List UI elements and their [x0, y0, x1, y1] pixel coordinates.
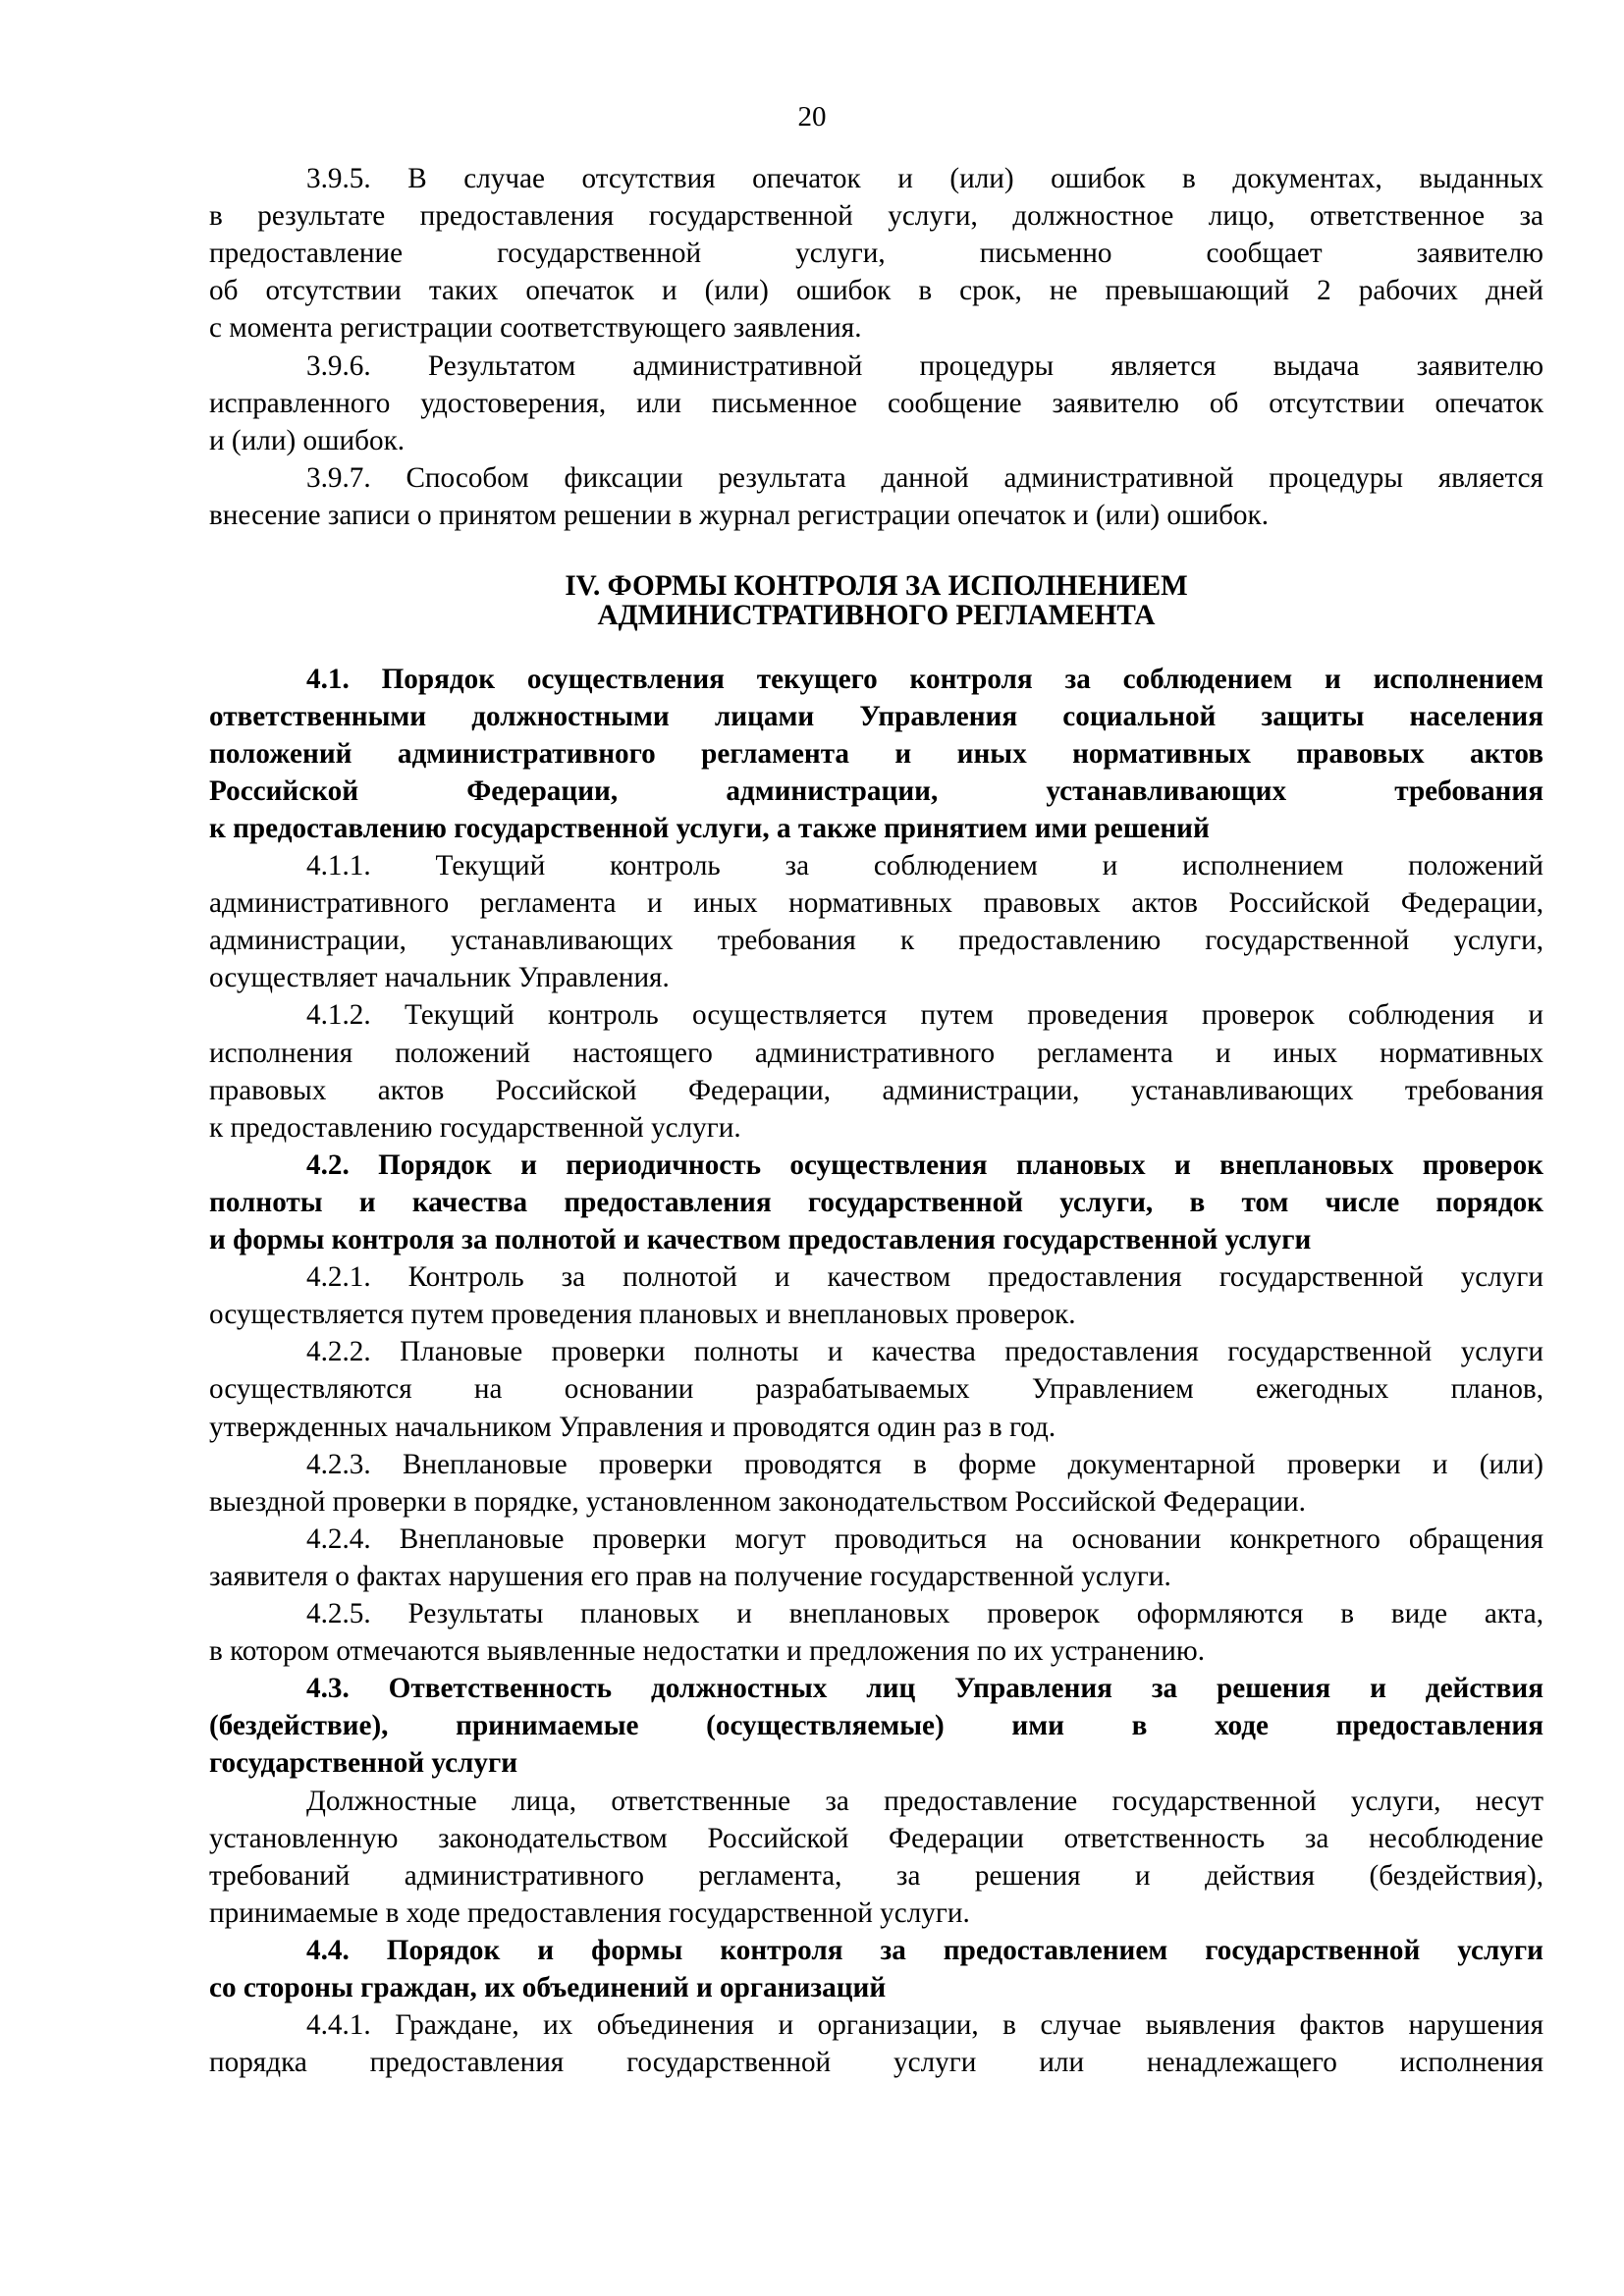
subheading-first-line: 4.3. Ответственность должностных лиц Управления за решения и действия [306, 1673, 1543, 1704]
paragraph-first-line: 3.9.6. Результатом административной процедуры является выдача заявителю [306, 350, 1543, 382]
paragraph-last-line: принимаемые в ходе предоставления государственной услуги. [209, 1897, 970, 1929]
paragraph-first-line: 4.2.5. Результаты плановых и внеплановых проверок оформляются в виде акта, [306, 1598, 1543, 1629]
subheading-line: ответственными должностными лицами Управления социальной защиты населения [209, 701, 1543, 732]
paragraph-last-line: в котором отмечаются выявленные недостатки и предложения по их устранению. [209, 1635, 1205, 1667]
paragraph-last-line: заявителя о фактах нарушения его прав на получение государственной услуги. [209, 1561, 1171, 1592]
paragraph-line: исправленного удостоверения, или письменное сообщение заявителю об отсутствии опечаток [209, 388, 1543, 419]
subheading-line: полноты и качества предоставления государственной услуги, в том числе порядок [209, 1187, 1543, 1218]
subheading-last-line: государственной услуги [209, 1747, 518, 1779]
paragraph-line: правовых актов Российской Федерации, администрации, устанавливающих требования [209, 1075, 1543, 1106]
paragraph-first-line: Должностные лица, ответственные за предоставление государственной услуги, несут [306, 1786, 1543, 1817]
subheading-first-line: 4.1. Порядок осуществления текущего контроля за соблюдением и исполнением [306, 664, 1543, 695]
subheading-first-line: 4.4. Порядок и формы контроля за предоставлением государственной услуги [306, 1935, 1543, 1966]
paragraph-first-line: 4.1.1. Текущий контроль за соблюдением и исполнением положений [306, 850, 1543, 881]
paragraph-first-line: 4.2.4. Внеплановые проверки могут проводиться на основании конкретного обращения [306, 1523, 1543, 1555]
paragraph-line: административного регламента и иных нормативных правовых актов Российской Федерации, [209, 887, 1543, 919]
subheading-first-line: 4.2. Порядок и периодичность осуществления плановых и внеплановых проверок [306, 1149, 1543, 1181]
subheading-line: положений административного регламента и иных нормативных правовых актов [209, 738, 1543, 770]
paragraph-line: исполнения положений настоящего административного регламента и иных нормативных [209, 1038, 1543, 1069]
paragraph-first-line: 3.9.5. В случае отсутствия опечаток и (или) ошибок в документах, выданных [306, 163, 1543, 194]
paragraph-first-line: 4.2.2. Плановые проверки полноты и качества предоставления государственной услуги [306, 1336, 1543, 1367]
paragraph-line: предоставление государственной услуги, письменно сообщает заявителю [209, 238, 1543, 269]
paragraph-line: порядка предоставления государственной услуги или ненадлежащего исполнения [209, 2047, 1543, 2078]
page-number: 20 [797, 101, 827, 133]
paragraph-first-line: 4.4.1. Граждане, их объединения и организации, в случае выявления фактов нарушения [306, 2009, 1543, 2041]
section-heading-line: IV. ФОРМЫ КОНТРОЛЯ ЗА ИСПОЛНЕНИЕМ [565, 570, 1188, 602]
paragraph-line: в результате предоставления государственной услуги, должностное лицо, ответственное за [209, 200, 1543, 232]
paragraph-line: об отсутствии таких опечаток и (или) ошибок в срок, не превышающий 2 рабочих дней [209, 275, 1543, 306]
paragraph-last-line: к предоставлению государственной услуги. [209, 1112, 741, 1144]
paragraph-last-line: выездной проверки в порядке, установленном законодательством Российской Федерации. [209, 1486, 1306, 1518]
paragraph-first-line: 4.2.1. Контроль за полнотой и качеством предоставления государственной услуги [306, 1261, 1543, 1293]
paragraph-last-line: и (или) ошибок. [209, 425, 406, 456]
subheading-line: (бездействие), принимаемые (осуществляемые) ими в ходе предоставления [209, 1710, 1543, 1741]
paragraph-line: требований административного регламента, за решения и действия (бездействия), [209, 1860, 1543, 1892]
paragraph-last-line: с момента регистрации соответствующего заявления. [209, 312, 862, 344]
paragraph-line: осуществляются на основании разрабатываемых Управлением ежегодных планов, [209, 1373, 1543, 1405]
subheading-last-line: и формы контроля за полнотой и качеством предоставления государственной услуги [209, 1224, 1312, 1255]
subheading-last-line: к предоставлению государственной услуги, а также принятием ими решений [209, 813, 1210, 844]
paragraph-last-line: утвержденных начальником Управления и проводятся один раз в год. [209, 1412, 1056, 1443]
section-heading-line: АДМИНИСТРАТИВНОГО РЕГЛАМЕНТА [597, 600, 1156, 631]
paragraph-first-line: 4.1.2. Текущий контроль осуществляется путем проведения проверок соблюдения и [306, 999, 1543, 1031]
paragraph-line: установленную законодательством Российской Федерации ответственность за несоблюдение [209, 1823, 1543, 1854]
paragraph-last-line: осуществляет начальник Управления. [209, 962, 670, 993]
subheading-last-line: со стороны граждан, их объединений и организаций [209, 1972, 887, 2003]
paragraph-line: администрации, устанавливающих требования к предоставлению государственной услуги, [209, 925, 1543, 956]
subheading-line: Российской Федерации, администрации, устанавливающих требования [209, 775, 1543, 807]
paragraph-first-line: 3.9.7. Способом фиксации результата данной административной процедуры является [306, 462, 1543, 494]
paragraph-last-line: внесение записи о принятом решении в журнал регистрации опечаток и (или) ошибок. [209, 500, 1269, 531]
paragraph-last-line: осуществляется путем проведения плановых и внеплановых проверок. [209, 1299, 1076, 1330]
paragraph-first-line: 4.2.3. Внеплановые проверки проводятся в форме документарной проверки и (или) [306, 1449, 1543, 1480]
